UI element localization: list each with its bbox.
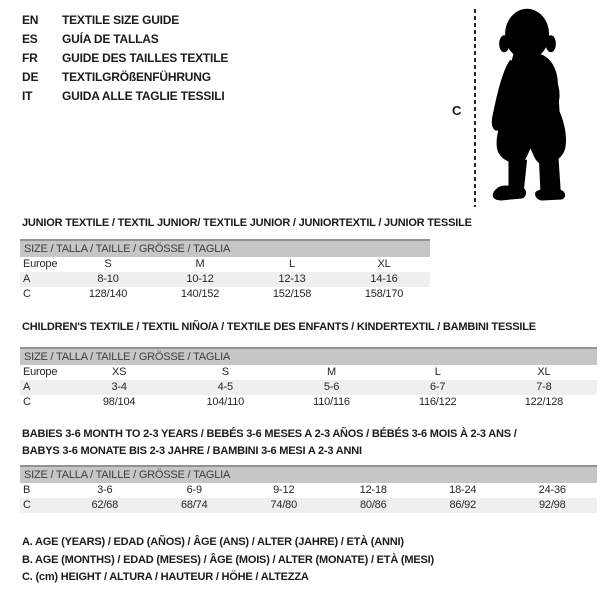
children-size-table — [20, 347, 597, 410]
babies-size-table — [20, 465, 597, 513]
language-code: DE — [22, 70, 39, 84]
table-row — [20, 483, 597, 498]
language-row — [22, 30, 228, 49]
cell: 18-24 — [449, 484, 477, 496]
cell: 6-7 — [385, 380, 491, 395]
size-header-bar: SIZE / TALLA / TAILLE / GRÖSSE / TAGLIA — [20, 348, 597, 365]
cell: 12-13 — [246, 272, 338, 287]
babies-title-line-2: BABYS 3-6 MONATE BIS 2-3 JAHRE / BAMBINI 3-6 MESI A 2-3 ANNI — [22, 445, 362, 457]
cell: L — [434, 366, 441, 378]
row-label: B — [23, 484, 31, 496]
cell: 140/152 — [180, 288, 220, 300]
cell: XL — [377, 258, 391, 270]
cell: 24-36 — [538, 484, 566, 496]
children-section-title: CHILDREN'S TEXTILE / TEXTIL NIÑO/A / TEXTILE DES ENFANTS / KINDERTEXTIL / BAMBINI TESSILE — [22, 321, 536, 333]
cell: 68/74 — [150, 498, 240, 513]
row-label: C — [20, 498, 60, 513]
cell: 122/128 — [524, 396, 564, 408]
table-row — [20, 287, 430, 302]
table-row — [20, 365, 597, 380]
language-code: ES — [22, 32, 38, 46]
language-label: GUÍA DE TALLAS — [62, 32, 159, 46]
language-row — [22, 68, 228, 87]
junior-section-title: JUNIOR TEXTILE / TEXTIL JUNIOR/ TEXTILE JUNIOR / JUNIORTEXTIL / JUNIOR TESSILE — [22, 217, 472, 229]
table-row — [20, 272, 430, 287]
cell: 152/158 — [272, 288, 312, 300]
cell: 8-10 — [62, 272, 154, 287]
height-measure-label: C — [452, 103, 462, 118]
row-label: Europe — [23, 258, 58, 270]
legend-line-c: C. (cm) HEIGHT / ALTURA / HAUTEUR / HÖHE / ALTEZZA — [22, 571, 309, 583]
cell: 74/80 — [239, 498, 329, 513]
cell: 4-5 — [172, 380, 278, 395]
language-label: TEXTILGRÖßENFÜHRUNG — [62, 70, 211, 84]
row-label: A — [20, 272, 62, 287]
cell: 104/110 — [206, 396, 245, 408]
cell: 7-8 — [491, 380, 597, 395]
cell: 110/116 — [313, 396, 350, 408]
size-header-bar: SIZE / TALLA / TAILLE / GRÖSSE / TAGLIA — [20, 240, 430, 257]
legend-line-b: B. AGE (MONTHS) / EDAD (MESES) / ÂGE (MOIS) / ALTER (MONATE) / ETÀ (MESI) — [22, 553, 434, 566]
row-label: Europe — [23, 366, 58, 378]
row-label: C — [23, 288, 31, 300]
cell: 62/68 — [60, 498, 150, 513]
height-measure-dashed-line — [474, 9, 476, 207]
language-code: IT — [22, 89, 33, 103]
cell: 6-9 — [186, 484, 202, 496]
cell: 3-4 — [66, 380, 172, 395]
baby-silhouette-icon — [478, 5, 588, 208]
language-list — [22, 11, 228, 106]
junior-size-table — [20, 239, 430, 302]
table-row — [20, 498, 597, 513]
cell: S — [221, 366, 229, 378]
cell: 80/86 — [329, 498, 419, 513]
cell: 86/92 — [418, 498, 508, 513]
table-row — [20, 257, 430, 272]
row-label: A — [20, 380, 66, 395]
cell: M — [195, 258, 205, 270]
babies-title-line-1: BABIES 3-6 MONTH TO 2-3 YEARS / BEBÉS 3-6 MESES A 2-3 AÑOS / BÉBÉS 3-6 MOIS À 2-3 ANS / — [22, 428, 517, 440]
cell: 5-6 — [278, 380, 384, 395]
cell: 158/170 — [364, 288, 404, 300]
cell: 98/104 — [102, 396, 136, 408]
cell: L — [289, 258, 295, 270]
language-row — [22, 49, 228, 68]
row-label: C — [23, 396, 31, 408]
table-row — [20, 395, 597, 410]
legend-line-a: A. AGE (YEARS) / EDAD (AÑOS) / ÂGE (ANS) / ALTER (JAHRE) / ETÀ (ANNI) — [22, 536, 404, 548]
language-label: TEXTILE SIZE GUIDE — [62, 13, 180, 27]
cell: 9-12 — [273, 484, 295, 496]
language-label: GUIDE DES TAILLES TEXTILE — [62, 51, 229, 65]
cell: 14-16 — [338, 272, 430, 287]
cell: 12-18 — [359, 484, 387, 496]
cell: M — [326, 366, 336, 378]
cell: 116/122 — [418, 396, 457, 408]
cell: S — [104, 258, 112, 270]
language-code: EN — [22, 13, 39, 27]
language-row — [22, 87, 228, 106]
language-label: GUIDA ALLE TAGLIE TESSILI — [62, 89, 225, 103]
language-code: FR — [22, 51, 38, 65]
cell: XL — [537, 366, 551, 378]
cell: 128/140 — [88, 288, 128, 300]
babies-section-title — [22, 426, 522, 460]
cell: 3-6 — [97, 484, 113, 496]
cell: XS — [111, 366, 127, 378]
language-row — [22, 11, 228, 30]
measurement-legend — [22, 534, 434, 587]
cell: 92/98 — [508, 498, 598, 513]
table-row — [20, 380, 597, 395]
size-header-bar: SIZE / TALLA / TAILLE / GRÖSSE / TAGLIA — [20, 466, 597, 483]
cell: 10-12 — [154, 272, 246, 287]
